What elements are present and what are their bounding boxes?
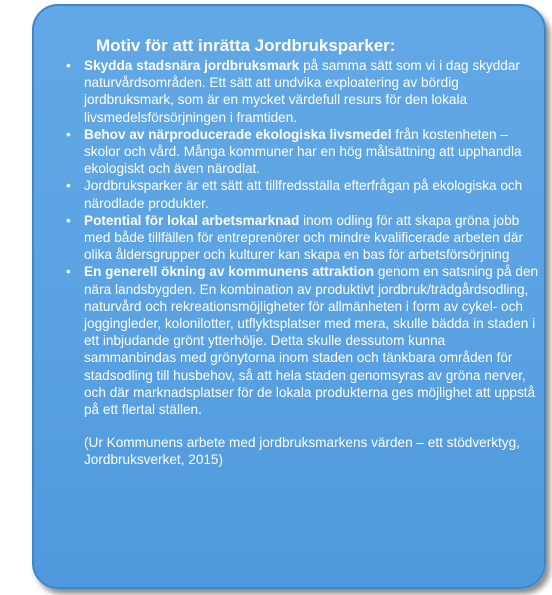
- bullet-icon: •: [66, 178, 71, 194]
- bullet-bold-text: Skydda stadsnära jordbruksmark: [84, 58, 300, 73]
- bullet-item: [62, 212, 540, 264]
- bullet-item: [62, 57, 540, 126]
- bullet-item: [62, 126, 540, 178]
- source-citation: (Ur Kommunens arbete med jordbruksmarkens värden – ett stödverktyg, Jordbruksverket, 2015): [84, 435, 520, 468]
- bullet-bold-text: En generell ökning av kommunens attraktion: [84, 264, 375, 280]
- bullet-text: genom en satsning på den nära landsbygden. En kombination av produktivt jordbruk/trädgårdsodling, naturvård och rekreationsmöjligheter för allmänheten i form av cykel- och joggingleder, kolonilotter, utflyktsplatser med mera, skulle bädda in staden i ett inbjudande grönt ytterhölje. Detta skulle dessutom kunna sammanbindas med grönytorna inom staden och tänkbara områden för stadsodling till husbehov, så att hela staden genomsyras av gröna nerver, och där marknadsplatser för de lokala produkterna ges möjlighet att uppstå på ett flertal ställen.: [84, 264, 539, 418]
- bullet-icon: •: [66, 264, 71, 280]
- bullet-bold-text: Potential för lokal arbetsmarknad: [84, 212, 300, 228]
- bullet-icon: •: [66, 58, 71, 73]
- bullet-item: [62, 263, 540, 418]
- bullet-icon: •: [66, 126, 71, 142]
- bullet-bold-text: Behov av närproducerade ekologiska livsmedel: [84, 126, 392, 142]
- bullet-list: [62, 57, 540, 418]
- bullet-text: inom odling för att skapa gröna jobb med både tillfällen för entreprenörer och mindre kvalificerade arbeten där olika åldersgrupper och kulturer kan skapa en bas för arbetsförsörjning: [84, 212, 524, 263]
- bullet-text: Jordbruksparker är ett sätt att tillfredsställa efterfrågan på ekologiska och närodlade produkter.: [84, 178, 523, 211]
- bullet-text: på samma sätt som vi i dag skyddar naturvårdsområden. Ett sätt att undvika exploatering av bördig jordbruksmark, som är en mycket värdefull resurs för den lokala livsmedelsförsörjningen i framtiden.: [84, 58, 520, 125]
- bullet-icon: •: [66, 212, 71, 228]
- box-heading: Motiv för att inrätta Jordbruksparker:: [96, 36, 396, 55]
- bullet-text: från kostenheten – skolor och vård. Många kommuner har en hög målsättning att upphandla ekologiskt och även närodlat.: [84, 126, 522, 177]
- bullet-item: [62, 177, 540, 211]
- info-box-content: [62, 36, 540, 469]
